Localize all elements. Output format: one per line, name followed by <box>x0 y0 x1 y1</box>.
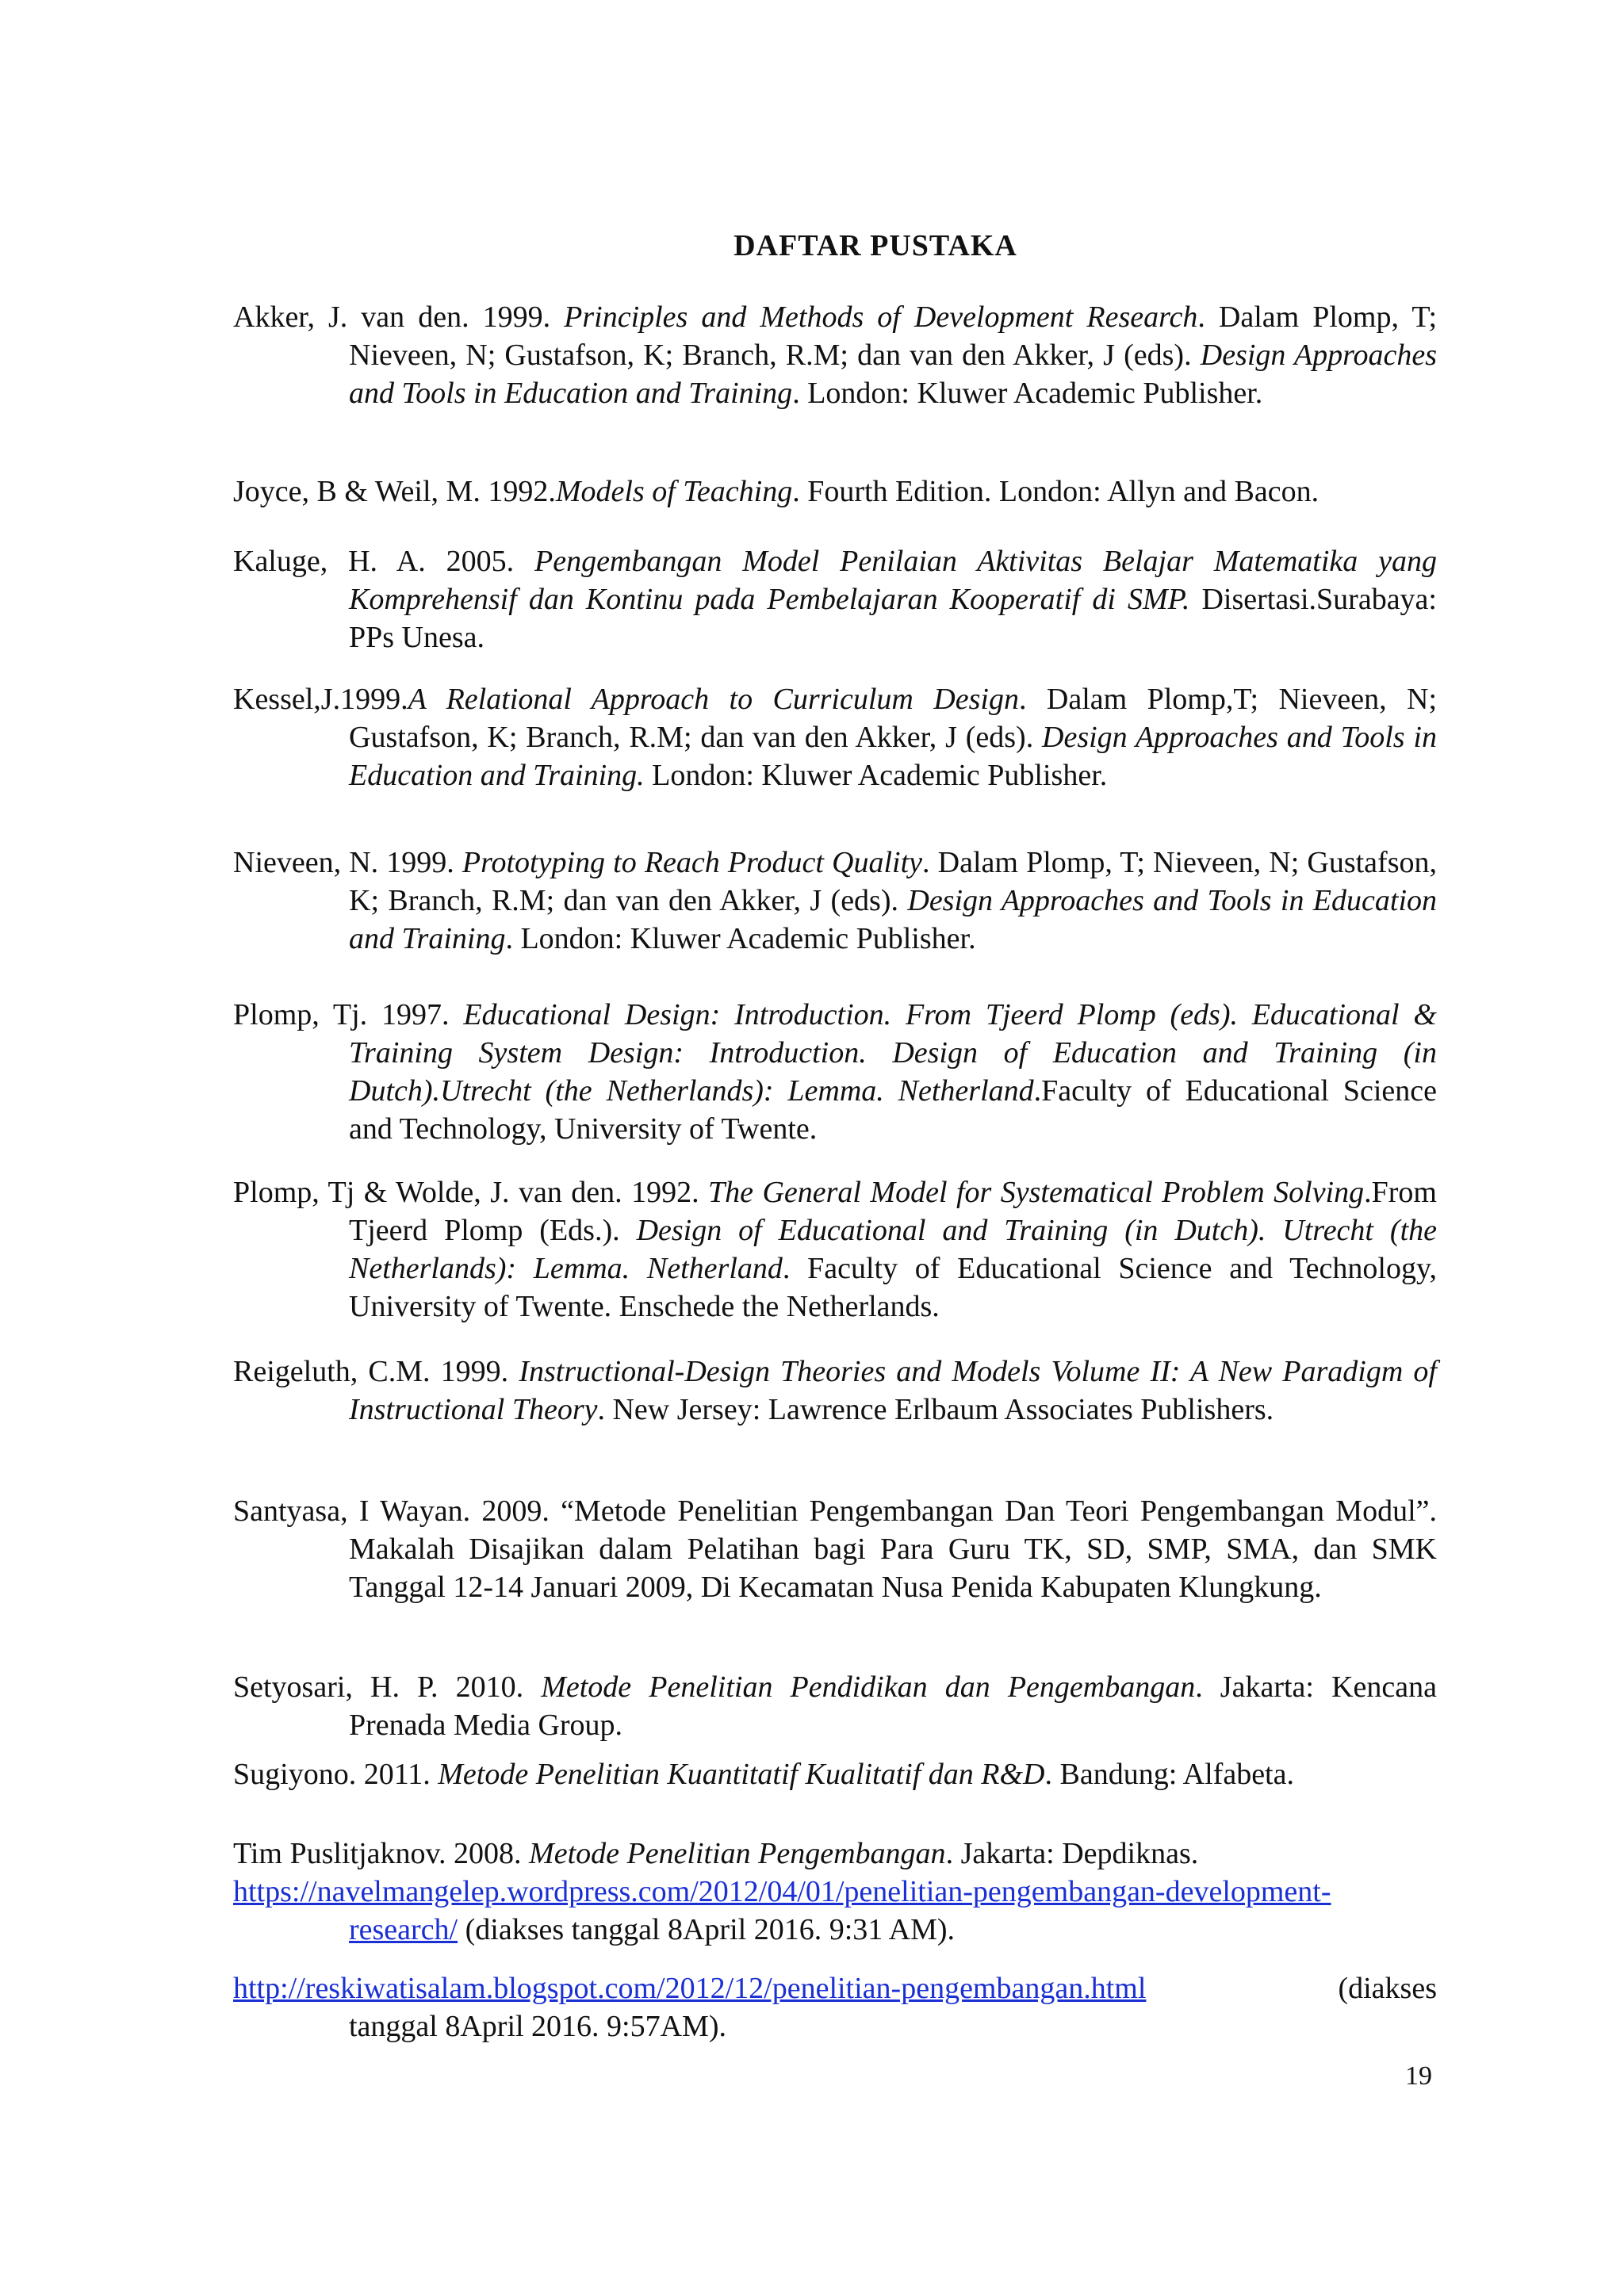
reference-entry: Akker, J. van den. 1999. Principles and Methods of Development Research. Dalam Plomp, T; Nieveen, N; Gustafson, K; Branch, R.M; dan van den Akker, J (eds). Design Approaches and Tools in Education and Training. London: Kluwer Academic Publisher. <box>233 300 1438 410</box>
reference-link[interactable]: http://reskiwatisalam.blogspot.com/2012/12/penelitian-pengembangan.html <box>233 1972 1147 2005</box>
reference-entry: Plomp, Tj & Wolde, J. van den. 1992. The General Model for Systematical Problem Solving.From Tjeerd Plomp (Eds.). Design of Educational and Training (in Dutch). Utrecht (the Netherlands): Lemma. Netherland. Faculty of Educational Science and Technology, University of Twente. Enschede the Netherlands. <box>233 1176 1438 1323</box>
reference-entry: Plomp, Tj. 1997. Educational Design: Introduction. From Tjeerd Plomp (eds). Educational & Training System Design: Introduction. Design of Education and Training (in Dutch).Utrecht (the Netherlands): Lemma. Netherland.Faculty of Educational Science and Technology, University of Twente. <box>233 998 1437 1146</box>
reference-entry: Tim Puslitjaknov. 2008. Metode Penelitian Pengembangan. Jakarta: Depdiknas. <box>233 1837 1199 1870</box>
reference-entry: http://reskiwatisalam.blogspot.com/2012/12/penelitian-pengembangan.html (diakses tanggal 8April 2016. 9:57AM). <box>233 1972 1437 2043</box>
reference-entry: Reigeluth, C.M. 1999. Instructional-Design Theories and Models Volume II: A New Paradigm of Instructional Theory. New Jersey: Lawrence Erlbaum Associates Publishers. <box>233 1355 1437 1426</box>
reference-entry: Kaluge, H. A. 2005. Pengembangan Model Penilaian Aktivitas Belajar Matematika yang Komprehensif dan Kontinu pada Pembelajaran Kooperatif di SMP. Disertasi.Surabaya: PPs Unesa. <box>233 545 1438 654</box>
reference-entry: Joyce, B & Weil, M. 1992.Models of Teaching. Fourth Edition. London: Allyn and Bacon. <box>233 475 1320 508</box>
reference-entry: Setyosari, H. P. 2010. Metode Penelitian Pendidikan dan Pengembangan. Jakarta: Kencana Prenada Media Group. <box>233 1670 1437 1742</box>
reference-entry: Santyasa, I Wayan. 2009. “Metode Penelitian Pengembangan Dan Teori Pengembangan Modul”. Makalah Disajikan dalam Pelatihan bagi Para Guru TK, SD, SMP, SMA, dan SMK Tanggal 12-14 Januari 2009, Di Kecamatan Nusa Penida Kabupaten Klungkung. <box>233 1494 1437 1604</box>
page-number: 19 <box>1405 2061 1432 2091</box>
reference-link[interactable]: https://navelmangelep.wordpress.com/2012/04/01/penelitian-pengembangan-development-research/ <box>233 1875 1331 1946</box>
reference-entry: Nieveen, N. 1999. Prototyping to Reach Product Quality. Dalam Plomp, T; Nieveen, N; Gustafson, K; Branch, R.M; dan van den Akker, J (eds). Design Approaches and Tools in Education and Training. London: Kluwer Academic Publisher. <box>233 846 1437 955</box>
reference-entry: https://navelmangelep.wordpress.com/2012/04/01/penelitian-pengembangan-development-research/ (diakses tanggal 8April 2016. 9:31 AM). <box>233 1875 1331 1946</box>
page-title: DAFTAR PUSTAKA <box>733 229 1017 262</box>
reference-entry: Kessel,J.1999.A Relational Approach to Curriculum Design. Dalam Plomp,T; Nieveen, N; Gustafson, K; Branch, R.M; dan van den Akker, J (eds). Design Approaches and Tools in Education and Training. London: Kluwer Academic Publisher. <box>233 683 1437 792</box>
reference-entry: Sugiyono. 2011. Metode Penelitian Kuantitatif Kualitatif dan R&D. Bandung: Alfabeta. <box>233 1758 1294 1791</box>
